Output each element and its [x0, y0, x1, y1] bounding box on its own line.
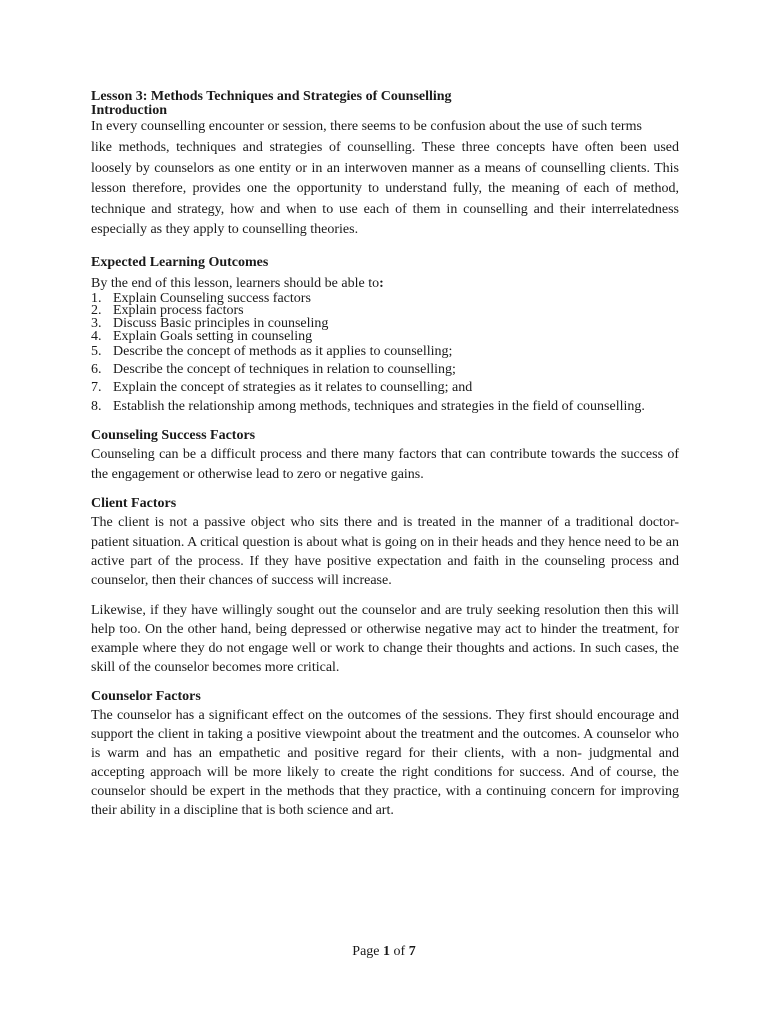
success-factors-heading: Counseling Success Factors	[91, 428, 256, 444]
list-number: 8.	[91, 399, 102, 415]
list-item-text: Describe the concept of techniques in relation to counselling;	[113, 362, 456, 378]
list-number: 4.	[91, 328, 102, 344]
page-footer	[0, 943, 768, 961]
page-label: Page	[352, 944, 380, 959]
list-item	[91, 379, 679, 397]
introduction-paragraph-2: like methods, techniques and strategies of counselling. These three concepts have often been used loosely by counselors as one entity or in an interwoven manner as a means of counselling clients. This lesson therefore, provides one the opportunity to understand fully, the meaning of each of method, technique and strategy, how and when to use each of them in counselling and their interrelatedness especially as they apply to counselling theories.	[91, 140, 679, 237]
introduction-paragraph-1: In every counselling encounter or session, there seems to be confusion about the use of such terms	[91, 119, 642, 134]
list-item-text: Explain Counseling success factors	[113, 290, 311, 306]
outcomes-heading: Expected Learning Outcomes	[91, 254, 269, 270]
list-item-text: Explain the concept of strategies as it relates to counselling; and	[113, 380, 473, 396]
list-number: 1.	[91, 290, 102, 306]
lesson-title: Lesson 3: Methods Techniques and Strategies of Counselling	[91, 89, 452, 104]
list-item-text: Establish the relationship among methods, techniques and strategies in the field of counselling.	[113, 399, 645, 415]
list-item-text: Explain process factors	[113, 303, 244, 319]
outcomes-list	[91, 343, 679, 417]
list-item-text: Describe the concept of methods as it applies to counselling;	[113, 344, 453, 360]
client-factors-heading: Client Factors	[91, 496, 177, 512]
introduction-heading: Introduction	[91, 103, 167, 118]
list-item	[91, 397, 679, 417]
list-number: 7.	[91, 380, 102, 396]
client-factors-paragraph-1: The client is not a passive object who sits there and is treated in the manner of a traditional doctor- patient situation. A critical question is about what is going on in their heads and they hence need to be an active part of the process. If they have positive expectation and faith in the counseling process and counselor, then their chances of success will increase.	[91, 515, 679, 589]
list-item-text: Explain Goals setting in counseling	[113, 328, 313, 344]
outcomes-list-compact	[91, 290, 679, 344]
list-item	[91, 328, 679, 344]
outcomes-lead-colon: :	[379, 275, 384, 291]
page-content	[91, 90, 679, 820]
list-number: 3.	[91, 315, 102, 331]
list-number: 5.	[91, 344, 102, 360]
outcomes-lead-text: By the end of this lesson, learners should be able to	[91, 275, 380, 291]
counselor-factors-heading: Counselor Factors	[91, 688, 201, 704]
page-number-total: 7	[408, 944, 416, 959]
client-factors-paragraph-2: Likewise, if they have willingly sought out the counselor and are truly seeking resolution then this will help too. On the other hand, being depressed or otherwise negative may act to hinder the treatment, for example where they do not engage well or work to change their thoughts and actions. In such cases, the skill of the counselor becomes more critical.	[91, 602, 679, 676]
success-factors-paragraph: Counseling can be a difficult process and there many factors that can contribute towards the success of the engagement or otherwise lead to zero or negative gains.	[91, 447, 679, 483]
list-item	[91, 343, 679, 361]
counselor-factors-paragraph: The counselor has a significant effect on the outcomes of the sessions. They first should encourage and support the client in taking a positive viewpoint about the treatment and the outcomes. A counselor who is warm and has an empathetic and positive regard for their clients, with a non- judgmental and accepting approach will be more likely to create the right conditions for success. And of course, the counselor should be expert in the methods that they practice, with a continuing concern for improving their ability in a discipline that is both science and art.	[91, 707, 679, 818]
list-item	[91, 361, 679, 379]
list-number: 2.	[91, 303, 102, 319]
page-number-current: 1	[383, 944, 391, 959]
list-number: 6.	[91, 362, 102, 378]
list-item-text: Discuss Basic principles in counseling	[113, 315, 329, 331]
page-of-label: of	[393, 944, 406, 959]
